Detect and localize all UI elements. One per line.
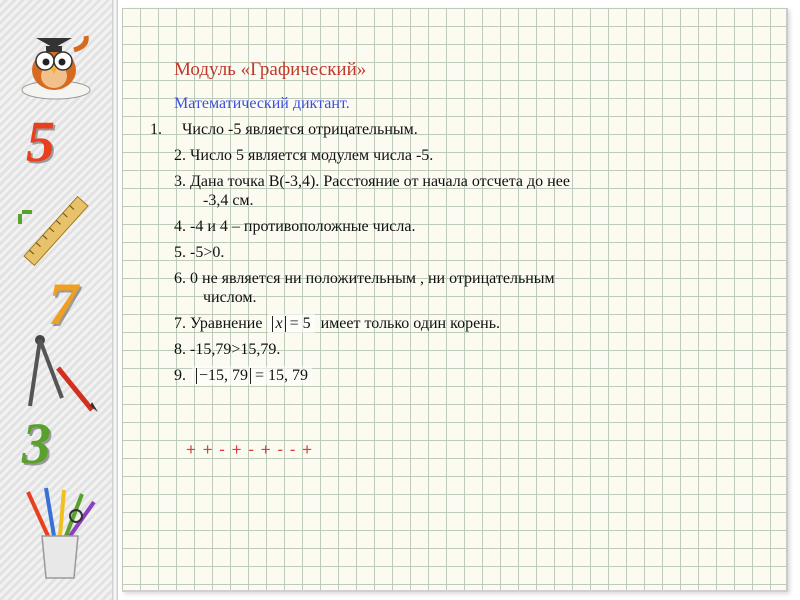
answer-key: + + - + - + - - + (186, 440, 314, 459)
slide-content (150, 58, 754, 392)
compass-icon (18, 326, 100, 412)
pencil-cup-icon (18, 486, 102, 582)
owl-icon (14, 28, 104, 100)
absolute-value-formula: −15, 79 = 15, 79 (192, 366, 312, 385)
list-item: 6. 0 не является ни положительным , ни отрицательным числом. (174, 270, 555, 306)
list-item: 4. -4 и 4 – противоположные числа. (174, 218, 416, 235)
page-subtitle: Математический диктант. (174, 95, 350, 112)
list-item: 2. Число 5 является модулем числа -5. (174, 147, 434, 164)
digit-seven: 7 (48, 271, 78, 337)
ruler-icon (14, 186, 98, 276)
list-item: 9. −15, 79 = 15, 79 (174, 366, 754, 385)
list-item: 3. Дана точка В(-3,4). Расстояние от начала отсчета до нее -3,4 см. (174, 173, 570, 209)
page-title: Модуль «Графический» (174, 59, 367, 80)
digit-three: 3 (22, 411, 51, 476)
list-item: 8. -15,79>15,79. (174, 341, 281, 358)
strip-divider (112, 0, 118, 600)
list-item: 1. Число -5 является отрицательным. (150, 121, 418, 138)
list-item: 7. Уравнение x = 5 имеет только один корень. (174, 315, 501, 332)
list-item: 5. -5>0. (174, 244, 225, 261)
digit-five: 5 (26, 109, 55, 174)
equation-formula: x = 5 (268, 314, 314, 333)
